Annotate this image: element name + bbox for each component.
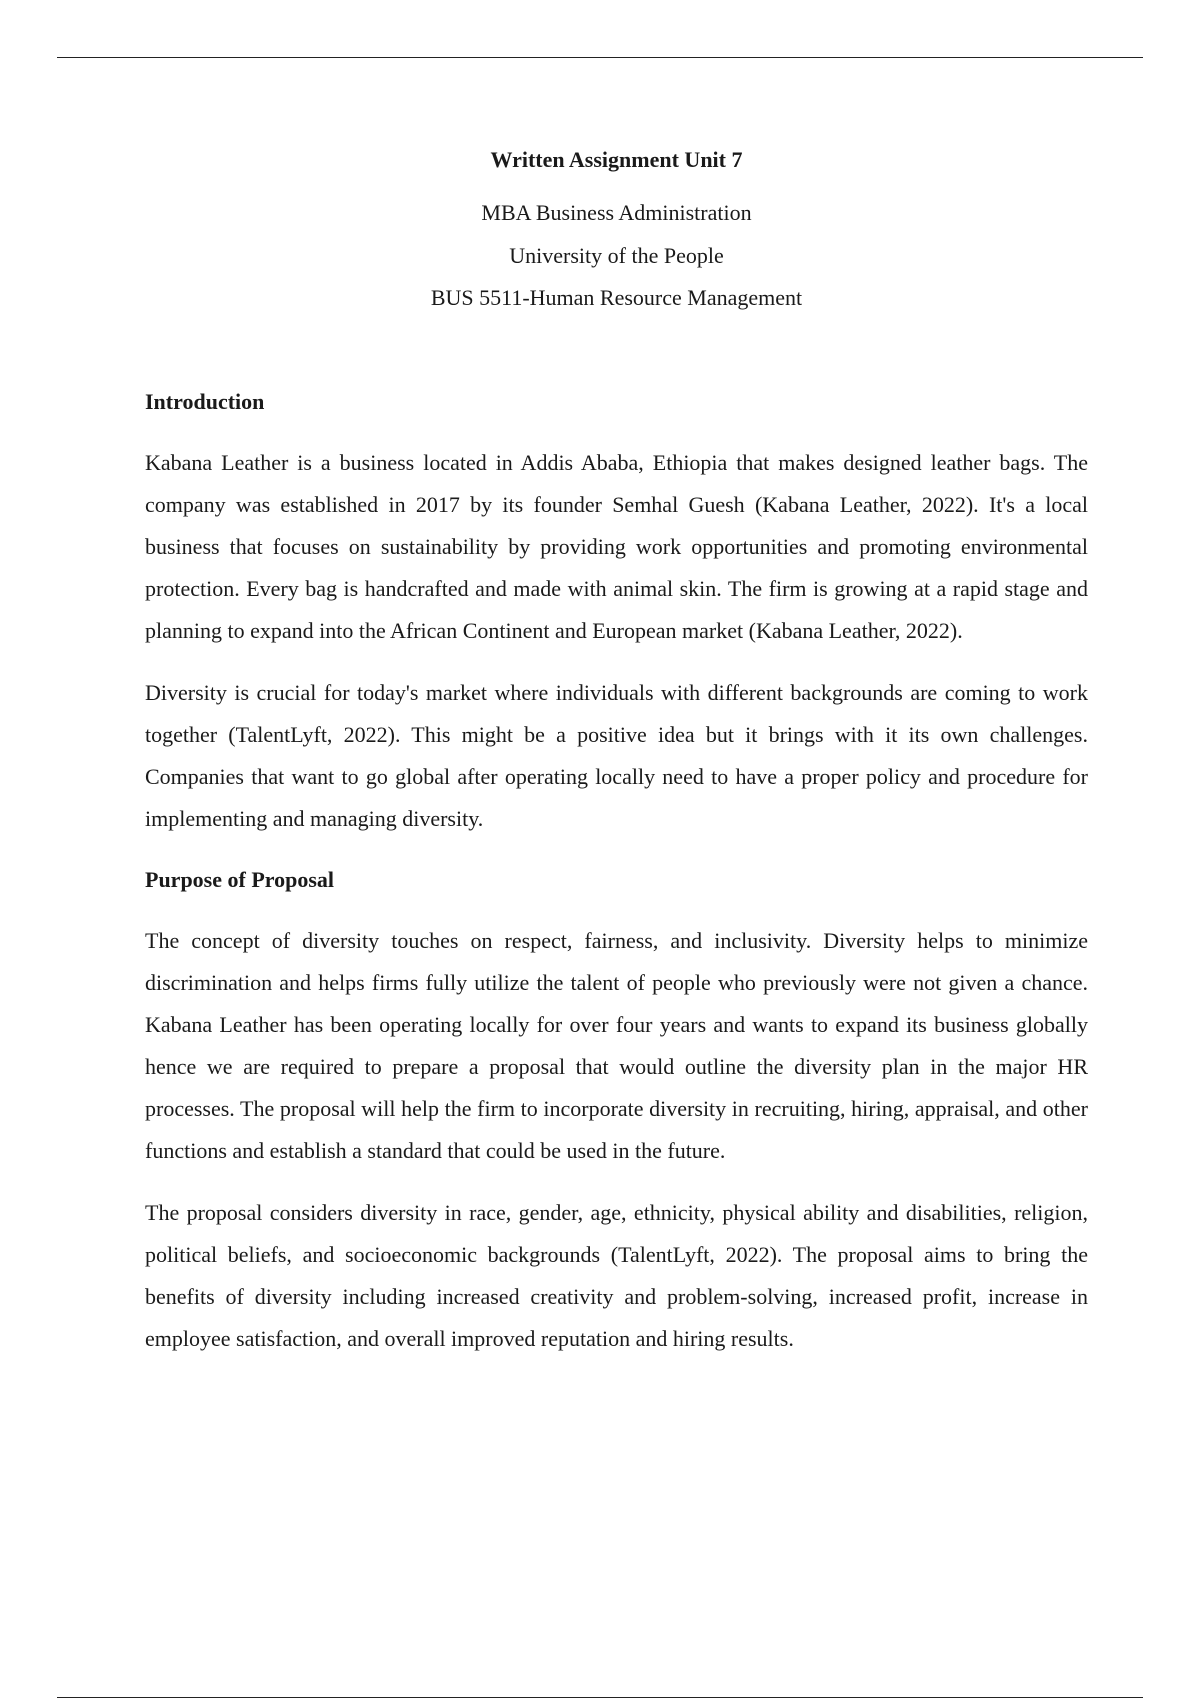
program-name: MBA Business Administration	[481, 200, 752, 225]
university-name: University of the People	[509, 242, 724, 268]
paragraph: Kabana Leather is a business located in Addis Ababa, Ethiopia that makes designed leather bags. The company was established in 2017 by its founder Semhal Guesh (Kabana Leather, 2022). It's a local business that focuses on sustainability by providing work opportunities and promoting environmental protection. Every bag is handcrafted and made with animal skin. The firm is growing at a rapid stage and planning to expand into the African Continent and European market (Kabana Leather, 2022).	[145, 449, 1088, 643]
bottom-divider	[57, 1697, 1143, 1698]
paragraph: The proposal considers diversity in race, gender, age, ethnicity, physical ability and disabilities, religion, political beliefs, and socioeconomic backgrounds (TalentLyft, 2022). The proposal aims to bring the benefits of diversity including increased creativity and problem-solving, increased profit, increase in employee satisfaction, and overall improved reputation and hiring results.	[145, 1199, 1088, 1351]
paragraph: Diversity is crucial for today's market where individuals with different backgrounds are coming to work together (TalentLyft, 2022). This might be a positive idea but it brings with it its own challenges. Companies that want to go global after operating locally need to have a proper policy and procedure for implementing and managing diversity.	[145, 679, 1088, 831]
course-name: BUS 5511-Human Resource Management	[430, 285, 803, 310]
section-heading-purpose: Purpose of Proposal	[145, 866, 335, 892]
paragraph: The concept of diversity touches on respect, fairness, and inclusivity. Diversity helps to minimize discrimination and helps firms fully utilize the talent of people who previously were not given a chance. Kabana Leather has been operating locally for over four years and wants to expand its business globally hence we are required to prepare a proposal that would outline the diversity plan in the major HR processes. The proposal will help the firm to incorporate diversity in recruiting, hiring, appraisal, and other functions and establish a standard that could be used in the future.	[145, 927, 1088, 1163]
section-heading-introduction: Introduction	[145, 388, 265, 414]
document-title: Written Assignment Unit 7	[490, 147, 743, 172]
top-divider	[57, 57, 1143, 58]
document-page	[145, 140, 1088, 1380]
